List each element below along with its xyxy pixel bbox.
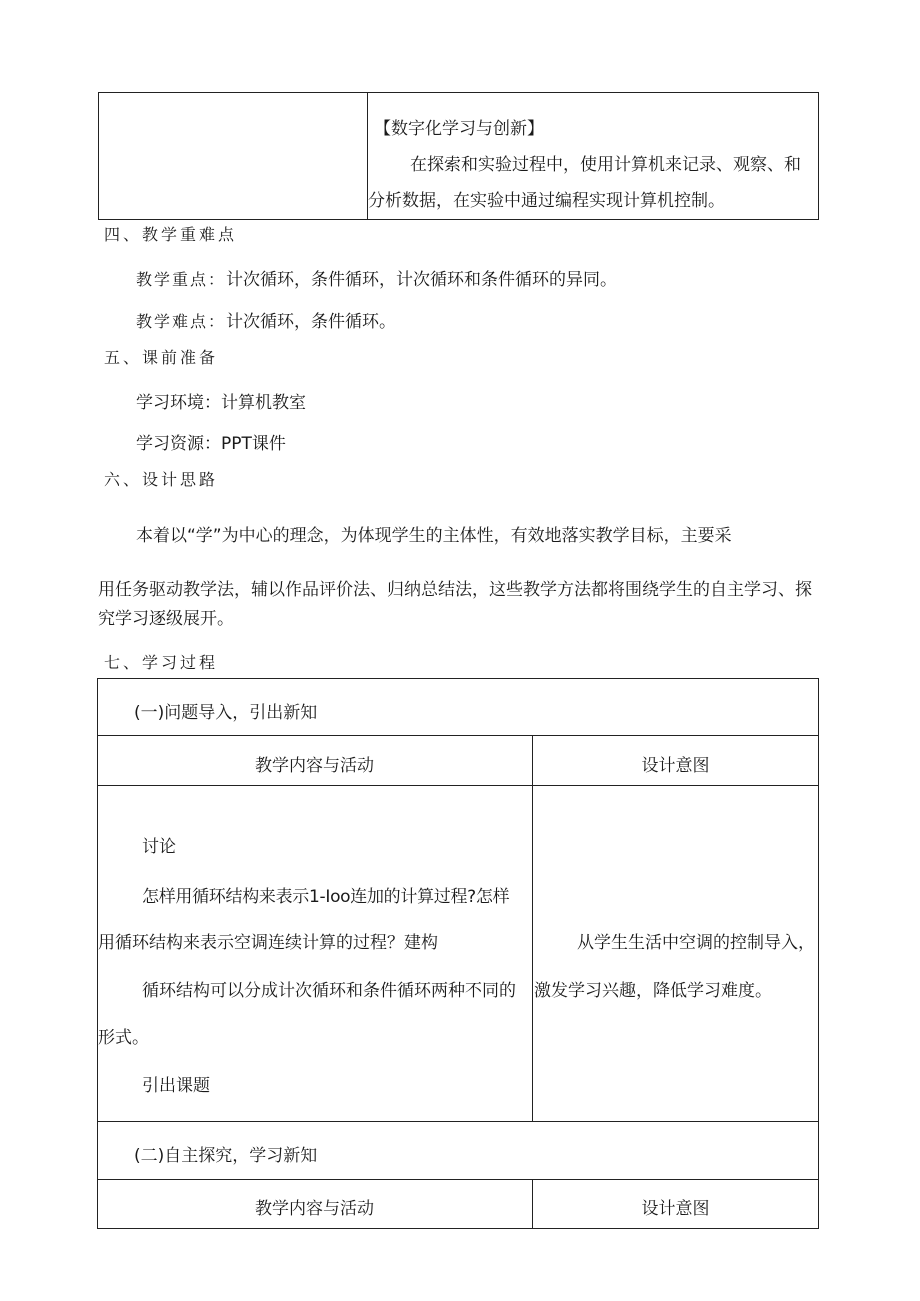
design-idea-line1: 本着以“学”为中心的理念，为体现学生的主体性，有效地落实教学目标，主要采 <box>136 526 732 546</box>
key-points-text: 计次循环，条件循环，计次循环和条件循环的异同。 <box>226 270 618 290</box>
learning-resources: 学习资源：PPT课件 <box>136 434 286 454</box>
design-idea-line2: 用任务驱动教学法，辅以作品评价法、归纳总结法，这些教学方法都将围绕学生的自主学习、探 <box>98 580 812 600</box>
part2-col1-header: 教学内容与活动 <box>255 1199 374 1219</box>
digital-learning-line2: 分析数据，在实验中通过编程实现计算机控制。 <box>368 191 725 211</box>
part1-content-line4: 循环结构可以分成计次循环和条件循环两种不同的 <box>142 981 516 1001</box>
part1-title: (一)问题导入，引出新知 <box>134 703 318 723</box>
difficult-points-label: 教学难点： <box>136 312 227 331</box>
row-line-1 <box>97 735 819 736</box>
part2-col2-header: 设计意图 <box>641 1199 710 1219</box>
part1-col2-header: 设计意图 <box>641 756 710 776</box>
part1-content-line6: 引出课题 <box>142 1076 210 1096</box>
part1-content-line5: 形式。 <box>98 1028 149 1048</box>
key-points-label: 教学重点： <box>136 270 227 289</box>
design-idea-line3: 究学习逐级展开。 <box>98 609 234 629</box>
digital-learning-heading: 【数字化学习与创新】 <box>374 119 544 139</box>
part1-intent-line1: 从学生生活中空调的控制导入， <box>577 933 815 953</box>
difficult-points-row <box>136 307 396 332</box>
row-line-3 <box>97 1121 819 1122</box>
part2-title: (二)自主探究，学习新知 <box>134 1146 318 1166</box>
section6-title: 六、设计思路 <box>104 470 219 489</box>
section5-title: 五、课前准备 <box>104 348 219 367</box>
part1-col1-header: 教学内容与活动 <box>255 756 374 776</box>
row-line-4 <box>97 1179 819 1180</box>
row-line-2 <box>97 785 819 786</box>
part1-content-discuss: 讨论 <box>142 837 176 857</box>
col-line-1 <box>532 735 533 1121</box>
part1-content-line3: 用循环结构来表示空调连续计算的过程？建构 <box>98 933 438 953</box>
section7-title: 七、学习过程 <box>104 653 219 672</box>
digital-learning-line1: 在探索和实验过程中，使用计算机来记录、观察、和 <box>410 155 801 175</box>
learning-environment: 学习环境：计算机教室 <box>136 393 306 413</box>
difficult-points-text: 计次循环，条件循环。 <box>226 312 397 332</box>
section4-title: 四、教学重难点 <box>104 225 238 244</box>
part1-content-line2: 怎样用循环结构来表示1-Ioo连加的计算过程?怎样 <box>142 887 510 907</box>
part1-intent-line2: 激发学习兴趣，降低学习难度。 <box>534 981 772 1001</box>
key-points-row <box>136 265 617 290</box>
